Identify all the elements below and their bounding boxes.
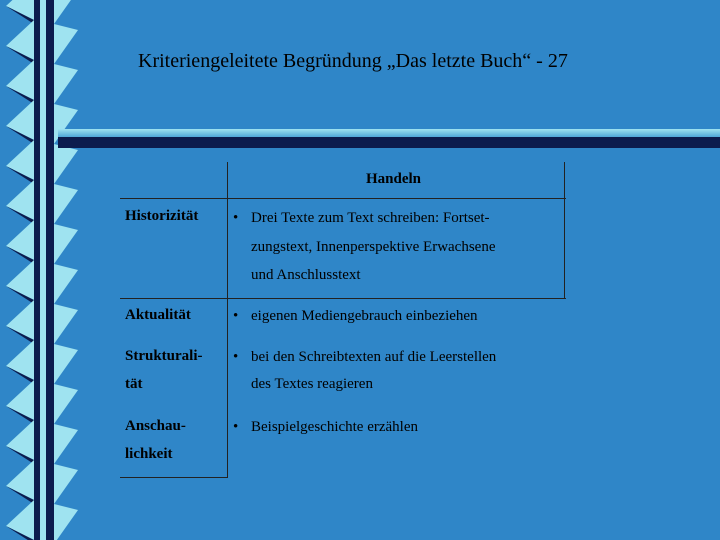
ribbon-triangle	[54, 384, 78, 424]
slide-title: Kriteriengeleitete Begründung „Das letzte Buch“ - 27	[138, 50, 568, 72]
criterion-label: Historizität	[125, 208, 199, 224]
header-divider	[120, 198, 566, 199]
decorative-bar-shadow	[58, 136, 720, 148]
criterion-label: tät	[125, 376, 143, 392]
bullet-text: Beispielgeschichte erzählen	[251, 419, 419, 435]
bullet-icon	[233, 350, 238, 365]
bullet-text: Drei Texte zum Text schreiben: Fortset-	[251, 210, 490, 226]
column-divider	[227, 162, 228, 478]
bullet-text: bei den Schreibtexten auf die Leerstellen	[251, 349, 497, 365]
ribbon-triangle	[54, 344, 78, 384]
decorative-ribbon	[0, 0, 80, 540]
bullet-icon	[233, 309, 238, 324]
ribbon-triangle	[54, 504, 78, 540]
bullet-text: zungstext, Innenperspektive Erwachsene	[251, 239, 496, 255]
ribbon-triangle	[54, 24, 78, 64]
ribbon-triangle	[54, 64, 78, 104]
right-border	[564, 162, 565, 298]
bullet-text: des Textes reagieren	[251, 376, 373, 392]
ribbon-stripe	[40, 0, 46, 540]
ribbon-triangle	[54, 0, 78, 24]
ribbon-triangle	[54, 144, 78, 184]
bottom-border	[120, 477, 228, 478]
bullet-icon	[233, 211, 238, 226]
ribbon-triangle	[54, 304, 78, 344]
bullet-icon	[233, 420, 238, 435]
ribbon-triangle	[54, 224, 78, 264]
table-header: Handeln	[366, 171, 422, 187]
criterion-label: Strukturali-	[125, 348, 203, 364]
ribbon-triangle	[54, 184, 78, 224]
decorative-bar	[58, 129, 720, 137]
bullet-text: eigenen Mediengebrauch einbeziehen	[251, 308, 478, 324]
ribbon-triangle	[54, 264, 78, 304]
ribbon-triangle	[6, 0, 34, 20]
ribbon-triangle	[54, 464, 78, 504]
ribbon-triangle	[54, 424, 78, 464]
row-divider	[120, 298, 566, 299]
criterion-label: Anschau-	[125, 418, 186, 434]
criteria-table	[120, 162, 566, 478]
criterion-label: Aktualität	[125, 307, 191, 323]
bullet-text: und Anschlusstext	[251, 267, 361, 283]
criterion-label: lichkeit	[125, 446, 173, 462]
